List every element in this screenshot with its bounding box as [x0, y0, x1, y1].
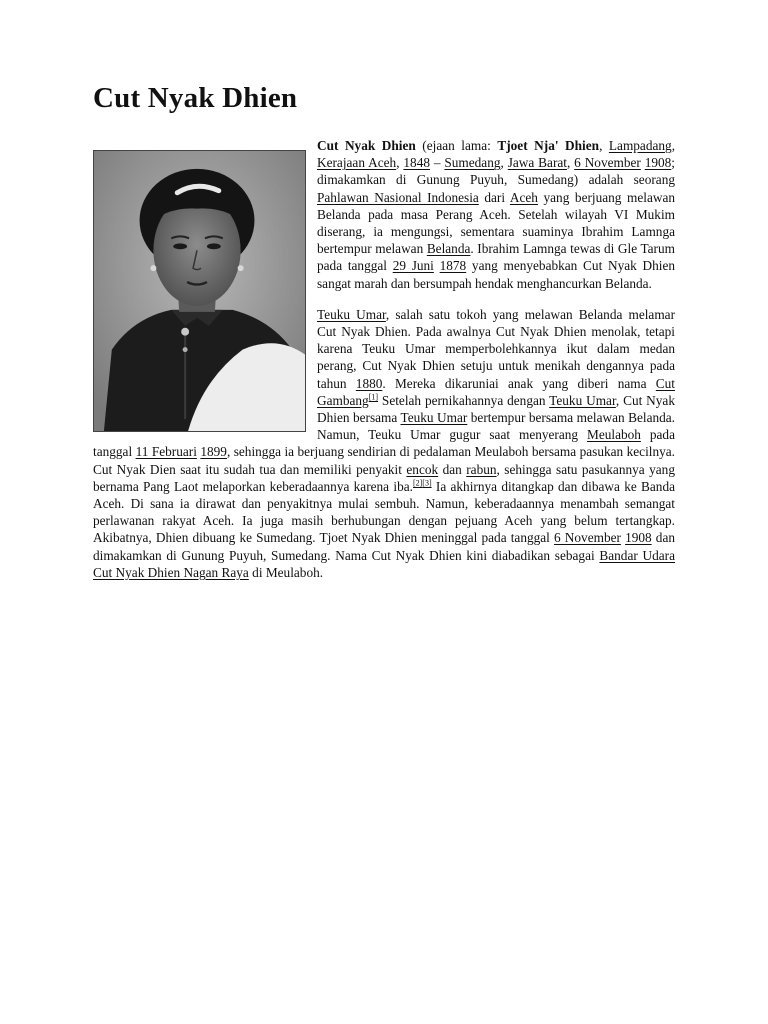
link-teuku-umar[interactable]: Teuku Umar: [317, 306, 386, 322]
link-6-november-2[interactable]: 6 November: [554, 530, 621, 546]
link-kerajaan-aceh[interactable]: Kerajaan Aceh: [317, 155, 397, 171]
footnote-3[interactable]: [3]: [422, 478, 432, 488]
article-text: [93, 137, 675, 595]
link-1908-2[interactable]: 1908: [625, 530, 652, 546]
link-1908[interactable]: 1908: [644, 155, 672, 171]
link-pahlawan-nasional[interactable]: Pahlawan Nasional Indonesia: [317, 189, 479, 205]
link-cut-gambang[interactable]: Cut Gambang: [317, 375, 675, 408]
footnote-2[interactable]: [2]: [412, 478, 423, 488]
link-rabun[interactable]: rabun: [466, 461, 497, 477]
paragraph-1: Cut Nyak Dhien (ejaan lama: Tjoet Nja' Dhien, Lampadang, Kerajaan Aceh, 1848 – Sumedang, Jawa Barat, 6 November 1908; dimakamkan di Gunung Puyuh, Sumedang) adalah seorang Pahlawan Nasional Indonesia dari Aceh yang berjuang melawan Belanda pada masa Perang Aceh. Setelah wilayah VI Mukim diserang, ia mengungsi, sementara suaminya Ibrahim Lamnga bertempur melawan Belanda. Ibrahim Lamnga tewas di Gle Tarum pada tanggal 29 Juni 1878 yang menyebabkan Cut Nyak Dhien sangat marah dan bersumpah hendak menghancurkan Belanda.: [317, 138, 676, 291]
link-jawa-barat[interactable]: Jawa Barat: [507, 155, 567, 171]
link-11-februari[interactable]: 11 Februari: [135, 444, 197, 460]
link-1880[interactable]: 1880: [355, 375, 383, 391]
page-title: Cut Nyak Dhien: [93, 82, 298, 114]
link-lampadang[interactable]: Lampadang: [608, 138, 672, 153]
link-29-juni[interactable]: 29 Juni: [392, 258, 434, 274]
link-encok[interactable]: encok: [406, 461, 439, 477]
footnote-1[interactable]: [1]: [368, 392, 379, 402]
link-6-november[interactable]: 6 November: [574, 155, 641, 171]
link-1878[interactable]: 1878: [439, 258, 467, 274]
subject-name: Cut Nyak Dhien: [317, 138, 416, 153]
old-spelling-name: Tjoet Nja' Dhien: [497, 138, 600, 153]
link-1848[interactable]: 1848: [403, 155, 430, 171]
image-float-spacer: [93, 137, 317, 437]
link-teuku-umar-3[interactable]: Teuku Umar: [400, 410, 468, 426]
link-1899[interactable]: 1899: [200, 444, 227, 460]
link-aceh[interactable]: Aceh: [509, 189, 538, 205]
link-bandar-udara[interactable]: Bandar Udara Cut Nyak Dhien Nagan Raya: [93, 547, 675, 580]
paragraph-2: Teuku Umar, salah satu tokoh yang melawan Belanda melamar Cut Nyak Dhien. Pada awalnya Cut Nyak Dhien menolak, tetapi karena Teuku Umar memperbolehkannya ikut dalam medan perang, Cut Nyak Dhien setuju untuk menikah dengannya pada tahun 1880. Mereka dikaruniai anak yang diberi nama Cut Gambang[1] Setelah pernikahannya dengan Teuku Umar, Cut Nyak Dhien bersama Teuku Umar bertempur bersama melawan Belanda. Namun, Teuku Umar gugur saat menyerang Meulaboh pada tanggal 11 Februari 1899, sehingga ia berjuang sendirian di pedalaman Meulaboh bersama pasukan kecilnya. Cut Nyak Dien saat itu sudah tua dan memiliki penyakit encok dan rabun, sehingga satu pasukannya yang bernama Pang Laot melaporkan keberadaannya karena iba.[2][3] Ia akhirnya ditangkap dan dibawa ke Banda Aceh. Di sana ia dirawat dan penyakitnya mulai sembuh. Namun, keberadaannya menambah semangat perlawanan rakyat Aceh. Ia juga masih berhubungan dengan pejuang Aceh yang belum tertangkap. Akibatnya, Dhien dibuang ke Sumedang. Tjoet Nyak Dhien meninggal pada tanggal 6 November 1908 dan dimakamkan di Gunung Puyuh, Sumedang. Nama Cut Nyak Dhien kini diabadikan sebagai Bandar Udara Cut Nyak Dhien Nagan Raya di Meulaboh.: [93, 306, 676, 580]
link-sumedang[interactable]: Sumedang: [444, 155, 501, 171]
link-meulaboh[interactable]: Meulaboh: [587, 427, 641, 443]
link-belanda[interactable]: Belanda: [426, 241, 471, 257]
link-teuku-umar-2[interactable]: Teuku Umar: [549, 392, 616, 408]
